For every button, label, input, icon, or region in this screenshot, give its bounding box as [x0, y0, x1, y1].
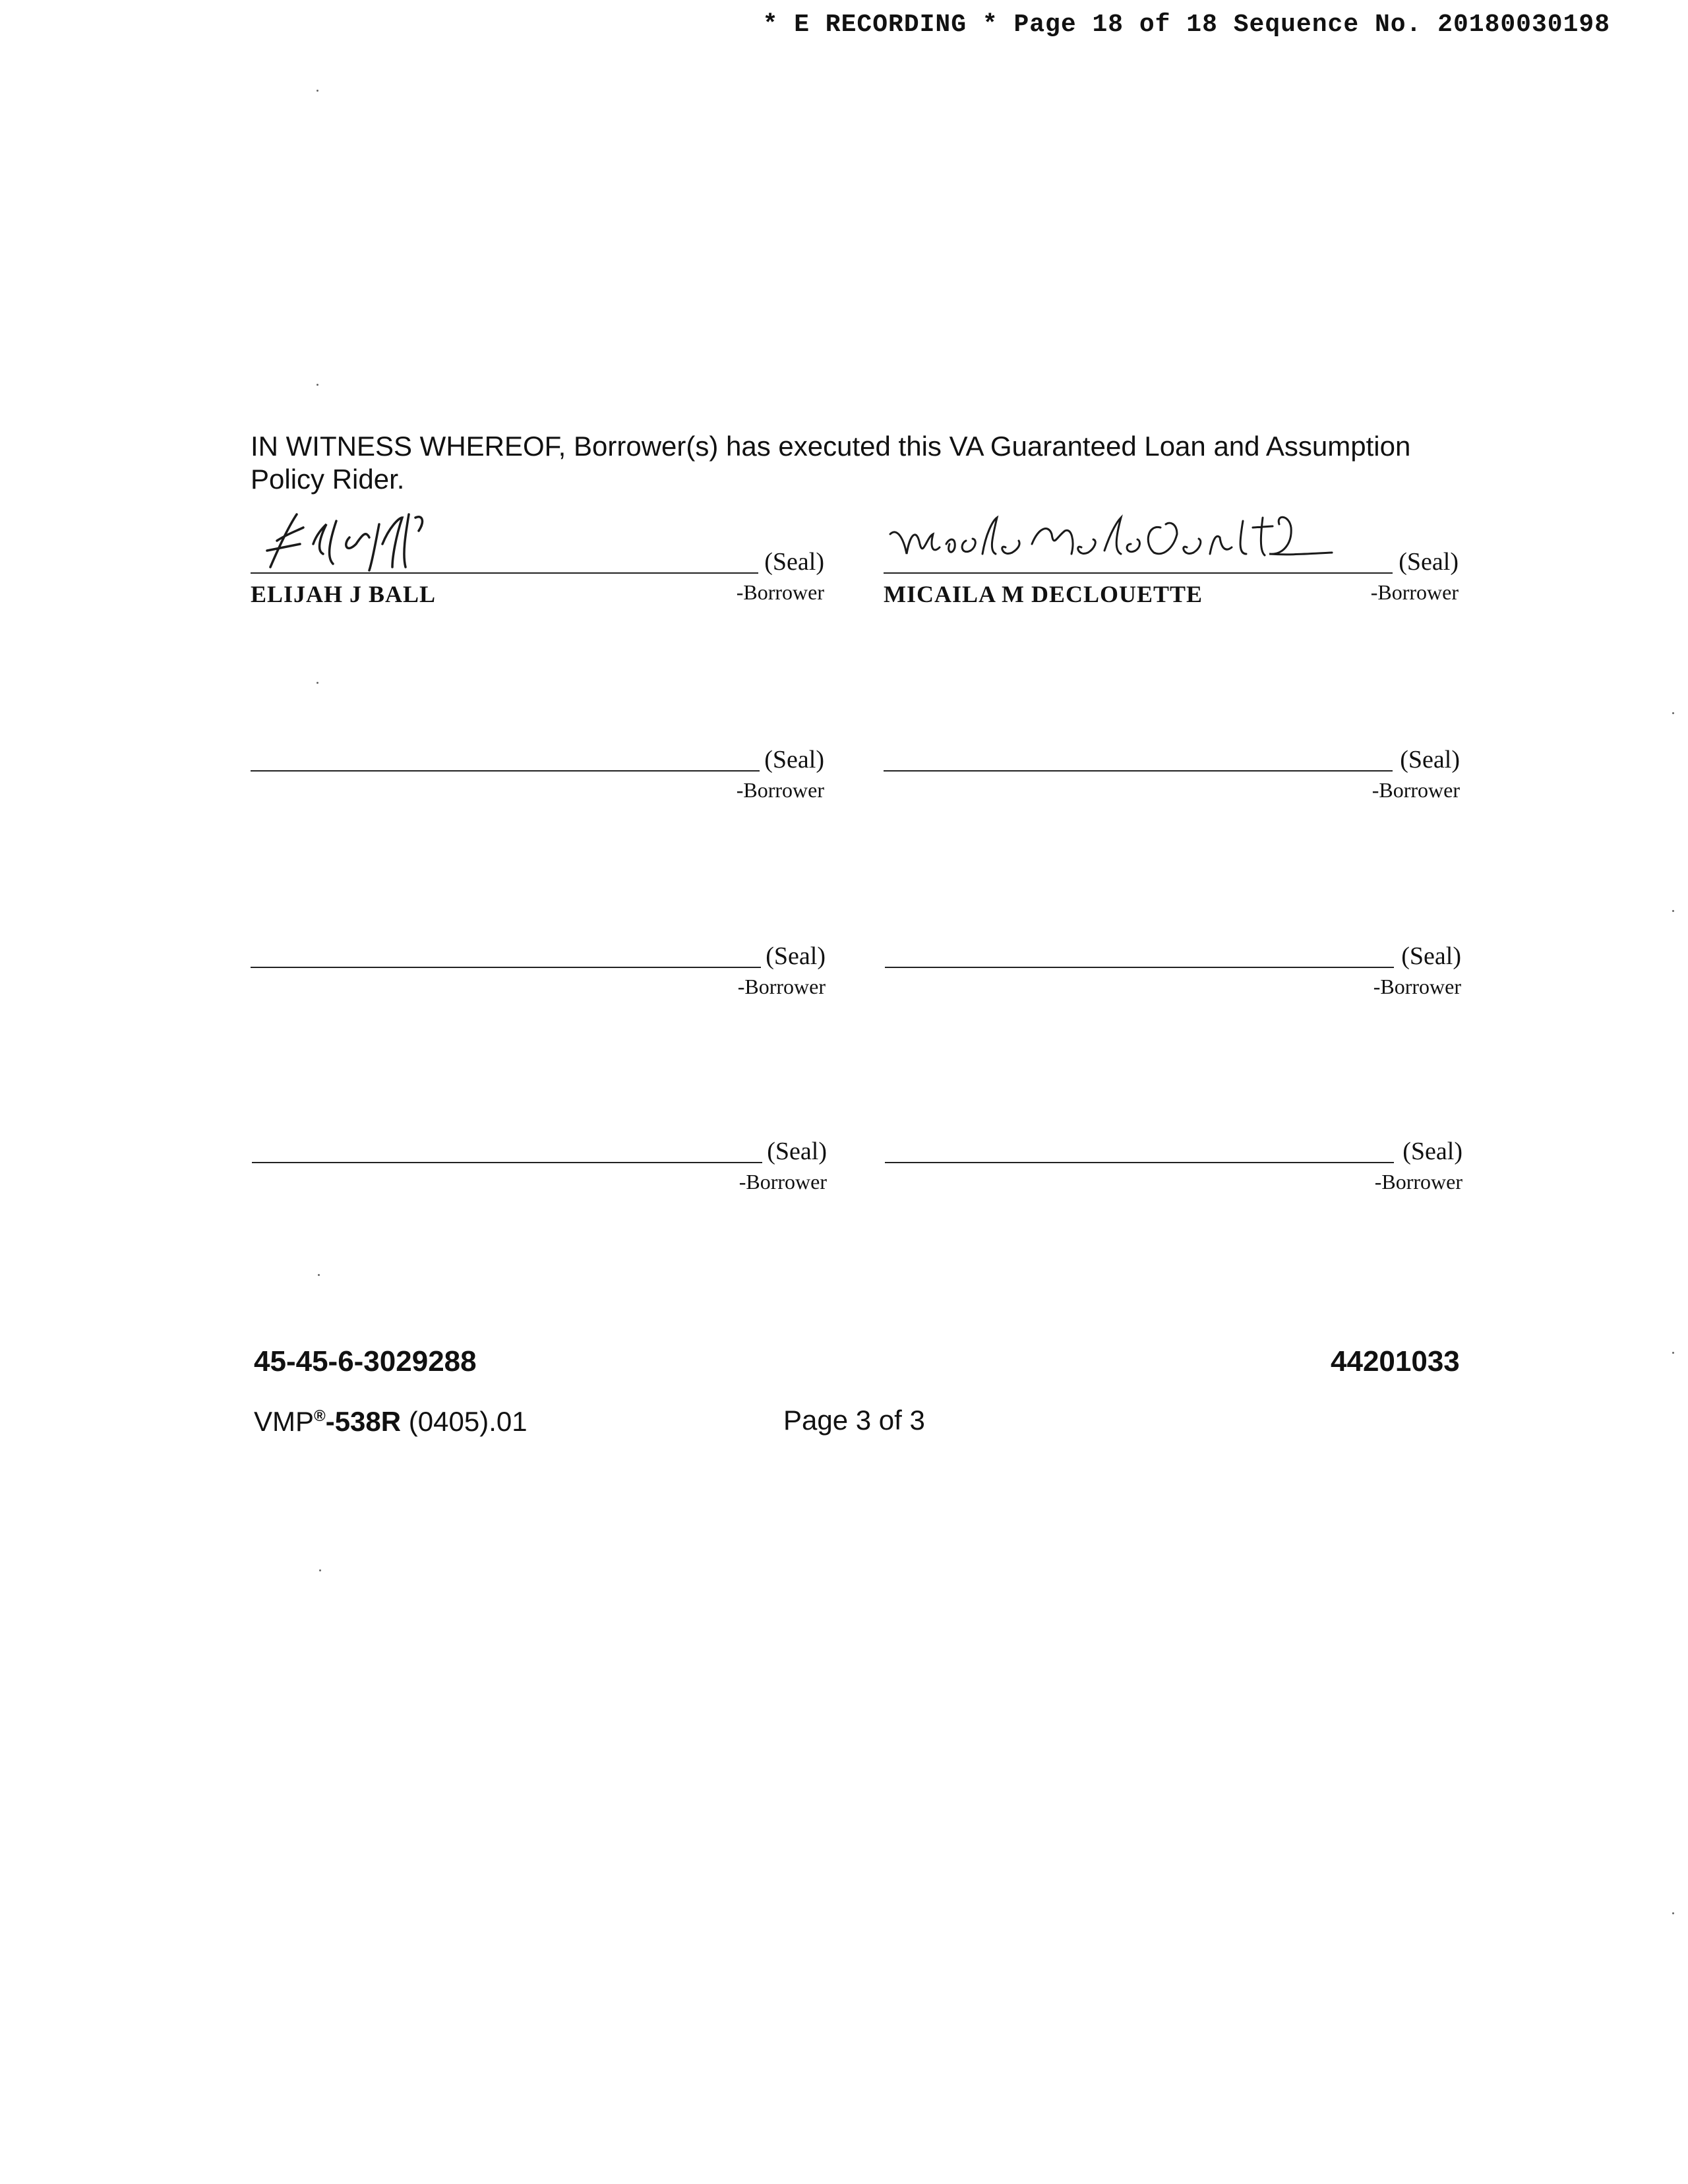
form-code: -538R: [325, 1406, 402, 1437]
signature-block-elijah: [251, 547, 824, 620]
scan-speck: [316, 90, 318, 92]
scan-speck: [1672, 1912, 1674, 1914]
signature-block-blank: [251, 745, 824, 818]
borrower-label: -Borrower: [738, 1170, 827, 1194]
borrower-label: -Borrower: [1372, 778, 1460, 802]
scan-speck: [1672, 1352, 1674, 1354]
witness-paragraph: IN WITNESS WHEREOF, Borrower(s) has executed this VA Guaranteed Loan and Assumption Policy Rider.: [251, 431, 1411, 495]
seal-label: (Seal): [1399, 548, 1459, 576]
signature-line: [885, 1162, 1394, 1163]
seal-label: (Seal): [764, 746, 824, 774]
signature-elijah: [251, 504, 448, 577]
seal-label: (Seal): [1402, 1138, 1462, 1165]
seal-label: (Seal): [766, 942, 826, 970]
form-identifier: [254, 1406, 528, 1438]
signature-block-blank: [884, 745, 1460, 818]
seal-label: (Seal): [1401, 942, 1461, 970]
scan-speck: [1672, 910, 1674, 912]
document-number: 44201033: [1331, 1345, 1460, 1378]
signature-line: [252, 1162, 762, 1163]
page-number: Page 3 of 3: [783, 1405, 925, 1436]
scan-speck: [1672, 712, 1674, 714]
seal-label: (Seal): [764, 548, 824, 576]
borrower-label: -Borrower: [1373, 975, 1461, 998]
scan-speck: [316, 384, 318, 386]
borrower-label: -Borrower: [1374, 1170, 1462, 1194]
signature-line: [251, 572, 758, 574]
borrower-label: -Borrower: [736, 778, 824, 802]
signature-micaila: [884, 508, 1398, 580]
borrower-label: -Borrower: [1370, 580, 1459, 604]
signature-line: [884, 572, 1393, 574]
signer-name-micaila: MICAILA M DECLOUETTE: [884, 581, 1203, 607]
signature-line: [885, 967, 1394, 968]
scan-speck: [318, 1274, 320, 1276]
signature-block-micaila: [884, 547, 1459, 620]
signature-row-2: [0, 745, 1688, 824]
scan-speck: [319, 1569, 321, 1571]
form-version: (0405).01: [408, 1406, 528, 1437]
borrower-label: -Borrower: [736, 580, 824, 604]
registered-mark: ®: [314, 1407, 326, 1425]
seal-label: (Seal): [1400, 746, 1460, 774]
borrower-label: -Borrower: [737, 975, 826, 998]
scan-speck: [316, 682, 318, 684]
form-prefix: VMP: [254, 1406, 315, 1437]
signature-block-blank: [885, 1137, 1462, 1209]
signature-line: [251, 967, 761, 968]
loan-number: 45-45-6-3029288: [254, 1345, 477, 1378]
signature-block-blank: [251, 942, 826, 1014]
signature-line: [884, 770, 1393, 772]
signature-block-blank: [252, 1137, 827, 1209]
signature-row-1: [0, 547, 1688, 626]
seal-label: (Seal): [767, 1138, 827, 1165]
signature-row-4: [0, 1137, 1688, 1216]
recording-header: * E RECORDING * Page 18 of 18 Sequence No. 20180030198: [762, 11, 1610, 39]
signature-row-3: [0, 942, 1688, 1021]
signature-block-blank: [885, 942, 1461, 1014]
signer-name-elijah: ELIJAH J BALL: [251, 581, 437, 607]
signature-line: [251, 770, 760, 772]
